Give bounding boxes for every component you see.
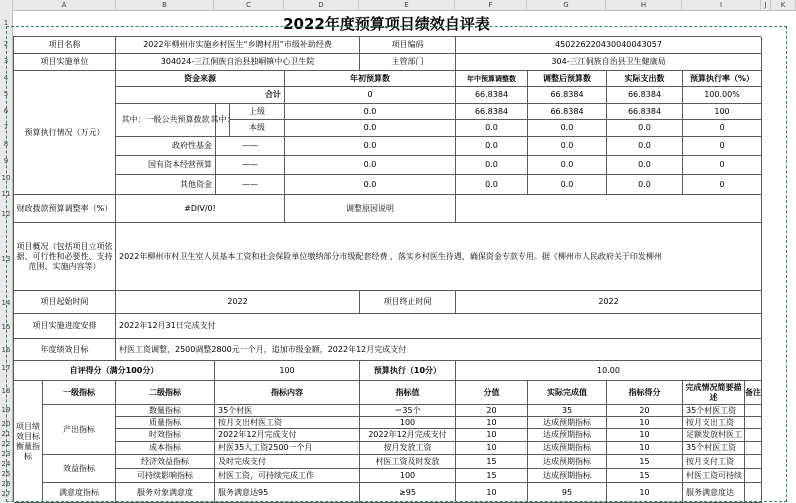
budget-superior-initial[interactable]: 0.0	[285, 104, 456, 120]
indicator-header-value[interactable]: 指标值	[360, 381, 456, 405]
row-header[interactable]: 27	[1, 490, 11, 498]
budget-header-initial[interactable]: 年初预算数	[285, 71, 456, 87]
budget-other-adjust[interactable]: 0.0	[456, 175, 528, 195]
column-header-k[interactable]: K	[771, 0, 796, 10]
indicator-output-label[interactable]: 产出指标	[43, 405, 116, 455]
indicator-header-note[interactable]: 备注	[745, 381, 762, 405]
row-header-bar	[0, 10, 13, 502]
row-header[interactable]: 15	[1, 323, 11, 331]
budget-other-rate[interactable]: 0	[683, 175, 762, 195]
overview-text[interactable]: 2022年柳州市村卫生室人员基本工资和社会保险单位缴纳部分市级配套经费 ，落实乡村医生待遇，确保资金专款专用。据《柳州市人民政府关于印发柳州	[116, 223, 762, 291]
indicator-cell-actual[interactable]: 达成预期指标	[528, 469, 607, 483]
indicator-cell-actual[interactable]: 95	[528, 483, 607, 503]
column-header-j[interactable]: J	[761, 0, 771, 10]
budget-superior-rate[interactable]: 100	[683, 104, 762, 120]
budget-fund-actual[interactable]: 0.0	[607, 137, 683, 156]
budget-superior-adjust[interactable]: 66.8384	[456, 104, 528, 120]
budget-other-adjusted[interactable]: 0.0	[528, 175, 607, 195]
budget-sub-label[interactable]: 其中：	[216, 104, 230, 137]
indicator-side-label[interactable]: 项目绩效目标衡量指标	[14, 381, 43, 503]
row-header[interactable]: 23	[1, 450, 11, 458]
column-header-d[interactable]: D	[284, 0, 359, 10]
end-time-value[interactable]: 2022	[456, 291, 762, 314]
indicator-header-l1[interactable]: 一级指标	[43, 381, 116, 405]
indicator-cell-desc[interactable]: 按月支出工资	[683, 417, 745, 429]
adjust-reason-value[interactable]	[456, 195, 762, 223]
start-time-label[interactable]: 项目起始时间	[14, 291, 116, 314]
row-header[interactable]: 11	[1, 190, 11, 198]
indicator-cell-note[interactable]	[745, 417, 762, 429]
indicator-cell-l2[interactable]: 服务对象满意度	[116, 483, 215, 503]
indicator-cell-value[interactable]: 村医工资及时发放	[360, 455, 456, 469]
row-header[interactable]: 9	[3, 157, 9, 165]
indicator-cell-score[interactable]: 10	[456, 483, 528, 503]
indicator-cell-l2[interactable]: 经济效益指标	[116, 455, 215, 469]
budget-fund-dash[interactable]: ——	[216, 137, 285, 156]
budget-total-rate[interactable]: 100.00%	[683, 87, 762, 104]
indicator-cell-content[interactable]: 及时完成支付	[215, 455, 360, 469]
indicator-cell-actual[interactable]: 达成预期指标	[528, 442, 607, 455]
budget-total-actual[interactable]: 66.8384	[607, 87, 683, 104]
indicator-cell-note[interactable]	[745, 429, 762, 442]
budget-soe-adjusted[interactable]: 0.0	[528, 156, 607, 175]
indicator-cell-value[interactable]: 100	[360, 469, 456, 483]
column-header-c[interactable]: C	[214, 0, 284, 10]
project-code-value[interactable]: 450226220430040043057	[456, 37, 762, 54]
indicator-cell-content[interactable]: 2022年12月完成支付	[215, 429, 360, 442]
indicator-cell-content[interactable]: 村医工资，可持续完成工作	[215, 469, 360, 483]
indicator-cell-actual[interactable]: 达成预期指标	[528, 455, 607, 469]
indicator-cell-value[interactable]: ≥95	[360, 483, 456, 503]
budget-header-adjust[interactable]: 年中预算调整数	[456, 71, 528, 87]
project-name-value[interactable]: 2022年柳州市实施乡村医生“乡聘村用”市级补助经费	[116, 37, 360, 54]
indicator-cell-note[interactable]	[745, 442, 762, 455]
indicator-cell-score[interactable]: 10	[456, 417, 528, 429]
budget-soe-adjust[interactable]: 0.0	[456, 156, 528, 175]
evaluation-table	[13, 36, 761, 502]
budget-total-label[interactable]: 合计	[116, 87, 285, 104]
indicator-cell-desc[interactable]: 35个村医工资	[683, 442, 745, 455]
budget-other-actual[interactable]: 0.0	[607, 175, 683, 195]
row-header[interactable]: 14	[1, 299, 11, 307]
overview-label[interactable]: 项目概况（包括项目立项依据、可行性和必要性、支持范围、实施内容等）	[14, 223, 116, 291]
row-header[interactable]: 21	[1, 430, 11, 438]
budget-soe-rate[interactable]: 0	[683, 156, 762, 175]
indicator-cell-content[interactable]: 35个村医	[215, 405, 360, 417]
row-header[interactable]: 8	[3, 140, 9, 148]
indicator-header-got[interactable]: 指标得分	[607, 381, 683, 405]
exec-score-label[interactable]: 预算执行（10分）	[360, 361, 456, 381]
row-header[interactable]: 2	[3, 40, 9, 48]
indicator-cell-got[interactable]: 10	[607, 429, 683, 442]
self-score-value[interactable]: 100	[215, 361, 360, 381]
indicator-cell-got[interactable]: 10	[607, 483, 683, 503]
indicator-cell-content[interactable]: 村医35人工资2500一个月	[215, 442, 360, 455]
indicator-cell-value[interactable]: 100	[360, 417, 456, 429]
column-header-b[interactable]: B	[116, 0, 214, 10]
budget-total-adjust[interactable]: 66.8384	[456, 87, 528, 104]
column-header-e[interactable]: E	[359, 0, 455, 10]
progress-label[interactable]: 项目实施进度安排	[14, 314, 116, 339]
row-header[interactable]: 20	[1, 420, 11, 428]
row-header[interactable]: 4	[3, 74, 9, 82]
row-header[interactable]: 25	[1, 470, 11, 478]
column-header-f[interactable]: F	[455, 0, 527, 10]
column-header-a[interactable]: A	[13, 0, 116, 10]
row-header[interactable]: 13	[1, 255, 11, 263]
unit-value[interactable]: 304024-三江侗族自治县独峒镇中心卫生院	[116, 54, 360, 71]
end-time-label[interactable]: 项目终止时间	[360, 291, 456, 314]
budget-local-rate[interactable]: 0	[683, 120, 762, 137]
indicator-header-score[interactable]: 分值	[456, 381, 528, 405]
budget-fund-adjusted[interactable]: 0.0	[528, 137, 607, 156]
row-header[interactable]: 12	[1, 210, 11, 218]
column-header-h[interactable]: H	[606, 0, 682, 10]
budget-other-initial[interactable]: 0.0	[285, 175, 456, 195]
row-header[interactable]: 6	[3, 107, 9, 115]
row-header[interactable]: 18	[1, 387, 11, 395]
indicator-cell-value[interactable]: 按月发放工资	[360, 442, 456, 455]
budget-soe-initial[interactable]: 0.0	[285, 156, 456, 175]
budget-soe-actual[interactable]: 0.0	[607, 156, 683, 175]
indicator-cell-content[interactable]: 按月支出村医工资	[215, 417, 360, 429]
budget-superior-label[interactable]: 上级	[230, 104, 285, 120]
unit-label[interactable]: 项目实施单位	[14, 54, 116, 71]
row-header[interactable]: 3	[3, 57, 9, 65]
budget-header-actual[interactable]: 实际支出数	[607, 71, 683, 87]
indicator-cell-actual[interactable]: 35	[528, 405, 607, 417]
self-score-label[interactable]: 自评得分（满分100分）	[14, 361, 215, 381]
indicator-cell-got[interactable]: 10	[607, 417, 683, 429]
progress-text[interactable]: 2022年12月31日完成支付	[116, 314, 762, 339]
row-header[interactable]: 10	[1, 174, 11, 182]
budget-fund-initial[interactable]: 0.0	[285, 137, 456, 156]
budget-total-adjusted[interactable]: 66.8384	[528, 87, 607, 104]
budget-local-actual[interactable]: 0.0	[607, 120, 683, 137]
indicator-header-l2[interactable]: 二级指标	[116, 381, 215, 405]
budget-local-adjust[interactable]: 0.0	[456, 120, 528, 137]
indicator-cell-l2[interactable]: 可持续影响指标	[116, 469, 215, 483]
indicator-cell-l2[interactable]: 质量指标	[116, 417, 215, 429]
budget-local-label[interactable]: 本级	[230, 120, 285, 137]
column-header-g[interactable]: G	[527, 0, 606, 10]
column-header-i[interactable]: I	[682, 0, 761, 10]
indicator-satisfaction-label[interactable]: 满意度指标	[43, 483, 116, 503]
indicator-cell-note[interactable]	[745, 405, 762, 417]
dept-value[interactable]: 304-三江侗族自治县卫生健康局	[456, 54, 762, 71]
indicator-cell-desc[interactable]: 服务满意度达	[683, 483, 745, 503]
row-header[interactable]: 5	[3, 90, 9, 98]
indicator-cell-note[interactable]	[745, 469, 762, 483]
row-header[interactable]: 1	[3, 19, 9, 27]
indicator-cell-got[interactable]: 15	[607, 455, 683, 469]
indicator-cell-desc[interactable]: 35个村医工资	[683, 405, 745, 417]
indicator-header-desc[interactable]: 完成情况简要描述	[683, 381, 745, 405]
budget-fund-adjust[interactable]: 0.0	[456, 137, 528, 156]
indicator-cell-l2[interactable]: 成本指标	[116, 442, 215, 455]
budget-header-source[interactable]: 资金来源	[116, 71, 285, 87]
indicator-cell-l2[interactable]: 数量指标	[116, 405, 215, 417]
budget-superior-adjusted[interactable]: 66.8384	[528, 104, 607, 120]
budget-header-rate[interactable]: 预算执行率（%）	[683, 71, 762, 87]
row-header[interactable]: 26	[1, 480, 11, 488]
budget-fund-rate[interactable]: 0	[683, 137, 762, 156]
budget-soe-dash[interactable]: ——	[216, 156, 285, 175]
select-all-corner[interactable]	[0, 0, 13, 10]
row-header[interactable]: 17	[1, 364, 11, 372]
project-code-label[interactable]: 项目编码	[360, 37, 456, 54]
row-header[interactable]: 24	[1, 460, 11, 468]
budget-total-initial[interactable]: 0	[285, 87, 456, 104]
indicator-cell-note[interactable]	[745, 455, 762, 469]
indicator-benefit-label[interactable]: 效益指标	[43, 455, 116, 483]
indicator-cell-actual[interactable]: 达成预期指标	[528, 429, 607, 442]
indicator-cell-note[interactable]	[745, 483, 762, 503]
annual-goal-label[interactable]: 年度绩效目标	[14, 339, 116, 361]
row-header[interactable]: 16	[1, 346, 11, 354]
indicator-cell-content[interactable]: 服务满意达95	[215, 483, 360, 503]
indicator-cell-l2[interactable]: 时效指标	[116, 429, 215, 442]
indicator-cell-score[interactable]: 15	[456, 469, 528, 483]
indicator-cell-got[interactable]: 20	[607, 405, 683, 417]
budget-soe-label[interactable]: 国有资本经营预算	[116, 156, 216, 175]
indicator-cell-value[interactable]: ＝35个	[360, 405, 456, 417]
indicator-cell-got[interactable]: 15	[607, 469, 683, 483]
adjust-rate-label[interactable]: 财政拨款预算调整率（%）	[14, 195, 116, 223]
indicator-cell-score[interactable]: 10	[456, 429, 528, 442]
budget-general-label[interactable]: 其中：一般公共预算拨款	[116, 104, 216, 137]
indicator-cell-score[interactable]: 15	[456, 455, 528, 469]
indicator-cell-desc[interactable]: 村医工资可持续	[683, 469, 745, 483]
budget-local-initial[interactable]: 0.0	[285, 120, 456, 137]
budget-section-label[interactable]: 预算执行情况（万元）	[14, 71, 116, 195]
exec-score-value[interactable]: 10.00	[456, 361, 762, 381]
indicator-cell-value[interactable]: 2022年12月完成支付	[360, 429, 456, 442]
start-time-value[interactable]: 2022	[116, 291, 360, 314]
row-header[interactable]: 19	[1, 406, 11, 414]
dept-label[interactable]: 主管部门	[360, 54, 456, 71]
row-header[interactable]: 7	[3, 123, 9, 131]
indicator-cell-got[interactable]: 10	[607, 442, 683, 455]
indicator-cell-desc[interactable]: 按月支付工资	[683, 455, 745, 469]
indicator-header-actual[interactable]: 实际完成值	[528, 381, 607, 405]
indicator-header-content[interactable]: 指标内容	[215, 381, 360, 405]
indicator-cell-actual[interactable]: 达成预期指标	[528, 417, 607, 429]
adjust-reason-label[interactable]: 调整原因说明	[285, 195, 456, 223]
budget-fund-label[interactable]: 政府性基金	[116, 137, 216, 156]
annual-goal-text[interactable]: 村医工资调整，2500调整2800元一个月，追加市级金额，2022年12月完成支付	[116, 339, 762, 361]
budget-header-adjusted[interactable]: 调整后预算数	[528, 71, 607, 87]
row-header[interactable]: 22	[1, 440, 11, 448]
budget-other-dash[interactable]: ——	[216, 175, 285, 195]
budget-local-adjusted[interactable]: 0.0	[528, 120, 607, 137]
indicator-cell-score[interactable]: 20	[456, 405, 528, 417]
sheet-title[interactable]: 2022年度预算项目绩效自评表	[283, 14, 490, 33]
budget-superior-actual[interactable]: 66.8384	[607, 104, 683, 120]
adjust-rate-value[interactable]: #DIV/0!	[116, 195, 285, 223]
indicator-cell-desc[interactable]: 足额发放村医工	[683, 429, 745, 442]
budget-other-label[interactable]: 其他资金	[116, 175, 216, 195]
project-name-label[interactable]: 项目名称	[14, 37, 116, 54]
indicator-cell-score[interactable]: 10	[456, 442, 528, 455]
